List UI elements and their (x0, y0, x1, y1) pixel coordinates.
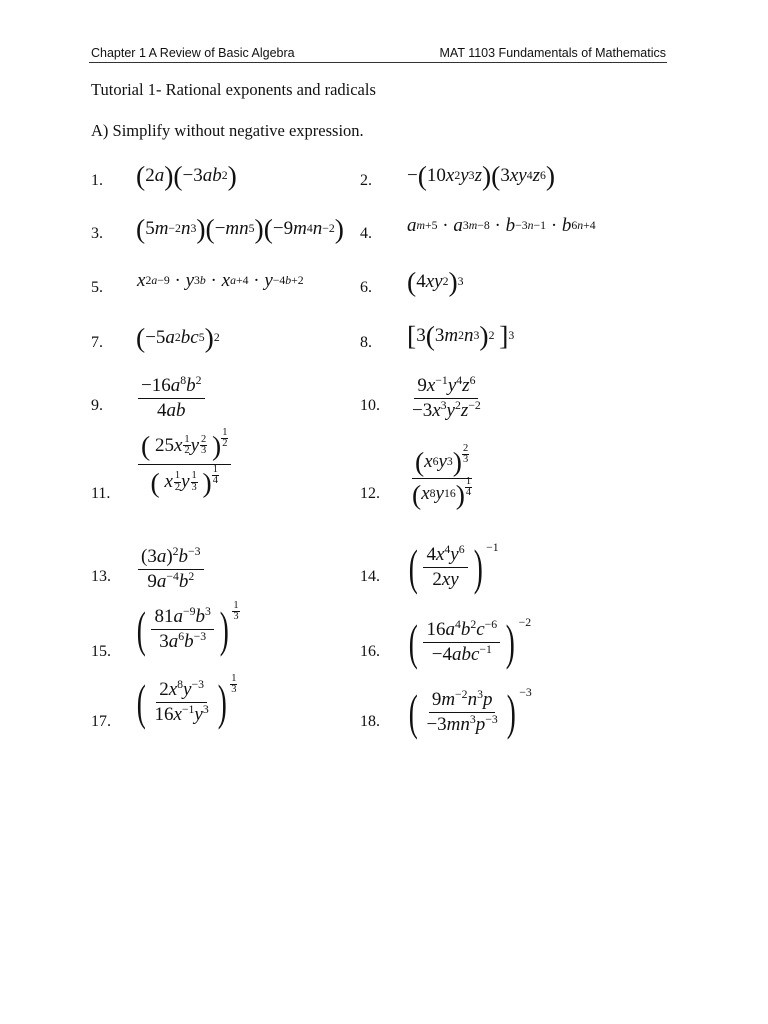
problem-number-7: 7. (91, 334, 103, 351)
problem-number-15: 15. (91, 643, 111, 660)
problem-number-14: 14. (360, 568, 380, 585)
problem-10-expression: $\frac{9x^{-1}y^4z^6}{-3x^3y^2z^{-2}}$ (412, 374, 481, 421)
problem-3-expression: ( 5 m −2 n 3 )( − mn 5 )( −9 m 4 n −2 ) (136, 213, 344, 244)
problem-number-1: 1. (91, 172, 103, 189)
header-rule (89, 62, 667, 63)
problem-2-expression: − ( 10 x 2 y 3 z )( 3 xy 4 z 6 ) (407, 160, 556, 191)
problem-number-6: 6. (360, 279, 372, 296)
problem-number-8: 8. (360, 334, 372, 351)
problem-8-expression: [ 3 ( 3 m 2 n 3 ) 2 ] 3 (407, 320, 515, 351)
header-chapter: Chapter 1 A Review of Basic Algebra (91, 46, 295, 60)
problem-number-13: 13. (91, 568, 111, 585)
problem-18-expression: ( $\frac{9m^{-2}n^3p}{-3mn^3p^{-3}}$ ) −3 (408, 685, 532, 740)
problem-9-expression: $\frac{-16a^8b^2}{4ab}$ (136, 374, 207, 423)
problem-number-5: 5. (91, 279, 103, 296)
problem-13-expression: $\frac{(3a)^2b^{-3}}{9a^{-4}b^2}$ (136, 545, 206, 594)
tutorial-title: Tutorial 1- Rational exponents and radicals (91, 80, 376, 99)
problem-number-17: 17. (91, 713, 111, 730)
problem-number-18: 18. (360, 713, 380, 730)
problem-5-expression: x 2a−9 · y 3b · x a+4 · y −4b+2 (137, 270, 304, 291)
problem-number-10: 10. (360, 397, 380, 414)
problem-4-expression: a m+5 · a 3m−8 · b −3n−1 · b 6n+4 (407, 215, 596, 236)
problem-number-12: 12. (360, 485, 380, 502)
section-a-instruction: A) Simplify without negative expression. (91, 121, 364, 140)
problem-12-expression: ( x 6 y 3 ) $\frac{2}{3}$ ( x 8 y 16 ) $\frac{1}{4}$ (412, 443, 472, 510)
problem-number-4: 4. (360, 225, 372, 242)
problem-15-expression: ( $\frac{81a^{-9}b^3}{3a^6b^{-3}}$ ) $\frac{1}{3}$ (136, 600, 239, 657)
problem-7-expression: ( −5 a 2 bc 5 ) 2 (136, 322, 220, 353)
problem-11-expression: ( 25 x 1 2 y 2 3 ) $\frac{1}{2}$ ( x 1 2 y 1 3 ) $\frac{1}{4}$ (136, 432, 233, 496)
problem-number-3: 3. (91, 225, 103, 242)
problem-number-9: 9. (91, 397, 103, 414)
problem-14-expression: ( $\frac{4x^4y^6}{2xy}$ ) −1 (408, 540, 499, 595)
problem-1-expression: ( 2 a )( −3 ab 2 ) (136, 160, 237, 191)
problem-16-expression: ( $\frac{16a^4b^2c^{-6}}{-4abc^{-1}}$ ) −2 (408, 615, 532, 670)
header-course: MAT 1103 Fundamentals of Mathematics (439, 46, 666, 60)
problem-17-expression: ( $\frac{2x^8y^{-3}}{16x^{-1}y^3}$ ) $\frac{1}{3}$ (136, 673, 237, 730)
problem-number-11: 11. (91, 485, 111, 502)
problem-number-16: 16. (360, 643, 380, 660)
problem-6-expression: ( 4 xy 2 ) 3 (407, 266, 464, 297)
problem-number-2: 2. (360, 172, 372, 189)
